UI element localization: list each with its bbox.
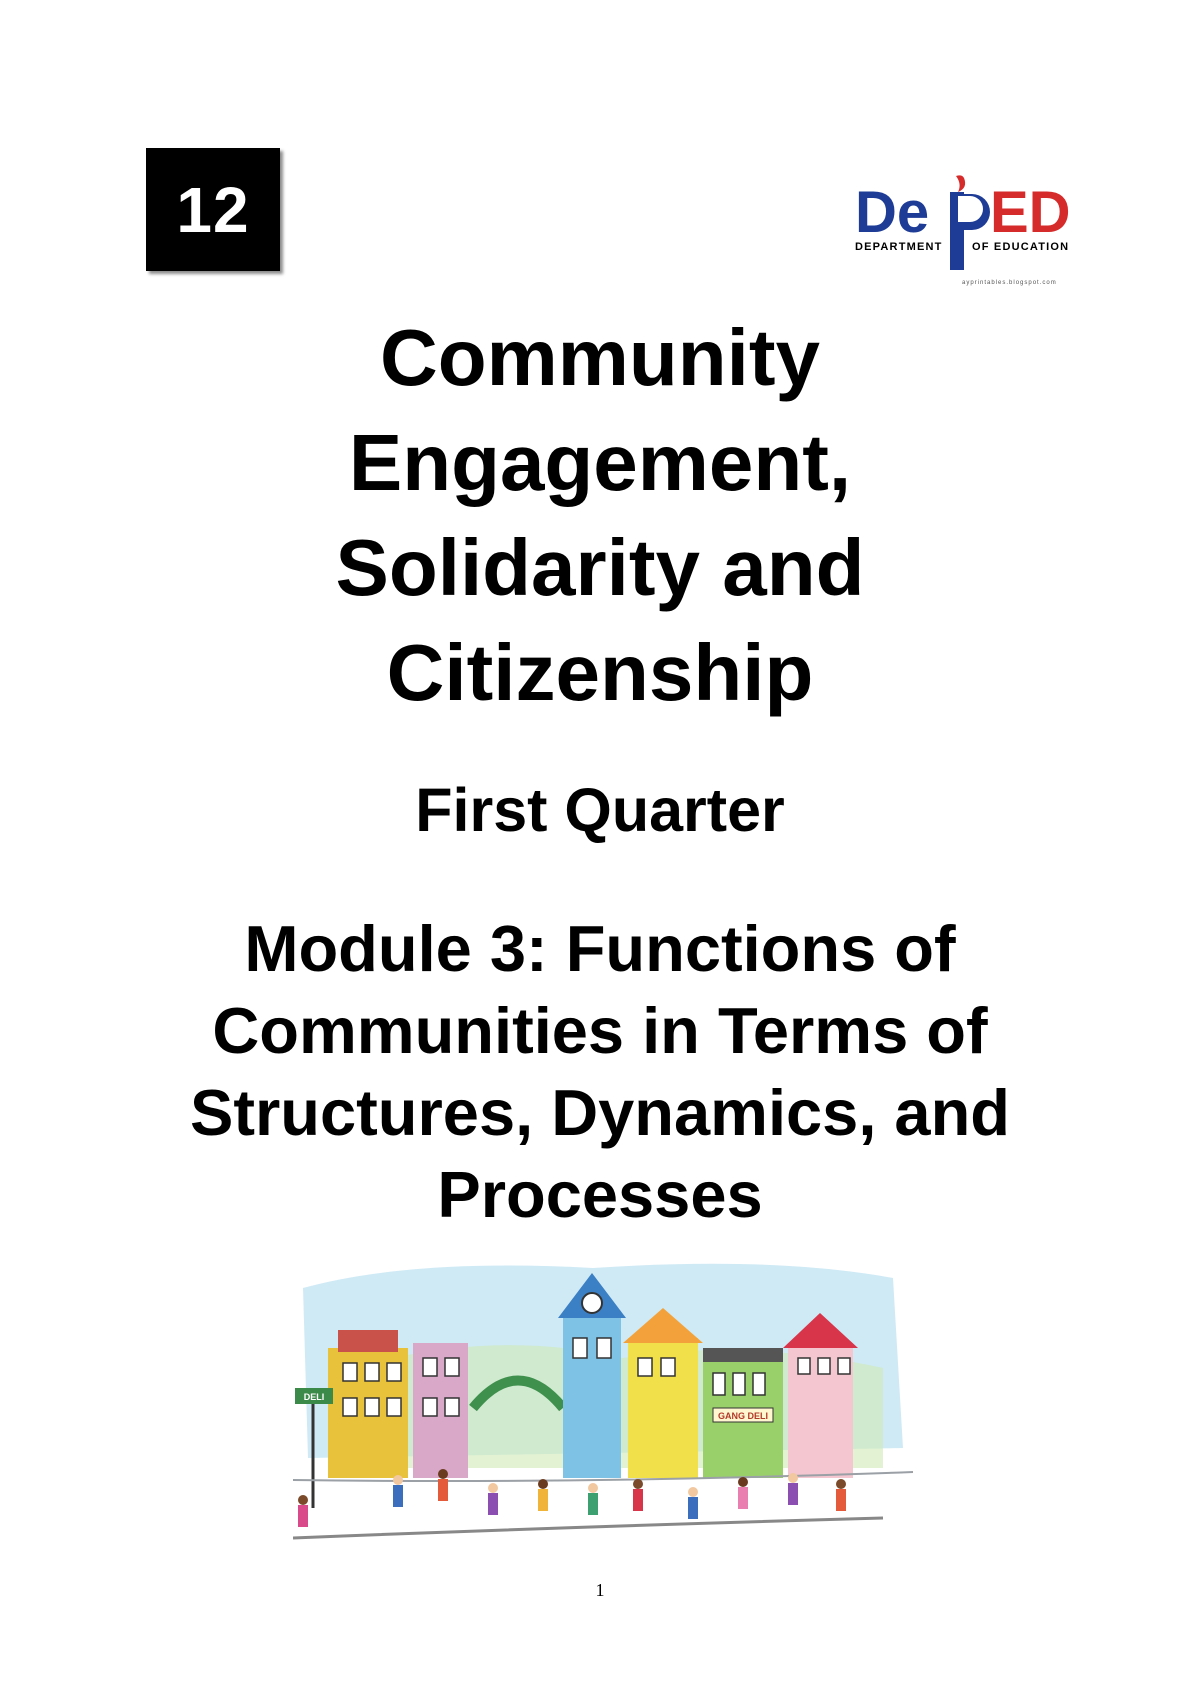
title-line: Citizenship: [386, 628, 814, 717]
document-title: [0, 305, 1200, 725]
grade-badge: [146, 148, 280, 271]
deped-logo-icon: [850, 170, 1090, 290]
street-sign: DELI: [303, 1392, 325, 1402]
module-line: Communities in Terms of: [212, 994, 988, 1067]
logo-wordmark-de: De: [855, 180, 930, 245]
title-line: Community: [380, 313, 820, 402]
title-line: Solidarity and: [335, 523, 865, 612]
community-illustration: [293, 1248, 915, 1548]
module-title: [0, 908, 1200, 1236]
logo-department-left: DEPARTMENT: [855, 241, 943, 253]
module-line: Processes: [437, 1158, 763, 1231]
logo-wordmark-ed: ED: [990, 180, 1071, 245]
title-line: Engagement,: [348, 418, 852, 507]
deped-logo: [850, 170, 1090, 290]
page-number: 1: [595, 1580, 605, 1600]
module-line: Structures, Dynamics, and: [190, 1076, 1010, 1149]
module-line: Module 3: Functions of: [244, 912, 956, 985]
grade-number: 12: [176, 173, 250, 246]
logo-department-right: OF EDUCATION: [972, 241, 1070, 253]
quarter-label: First Quarter: [415, 776, 785, 844]
shop-sign: GANG DELI: [717, 1411, 769, 1421]
community-street-icon: [293, 1248, 915, 1548]
logo-source-credit: ayprintables.blogspot.com: [962, 280, 1057, 286]
